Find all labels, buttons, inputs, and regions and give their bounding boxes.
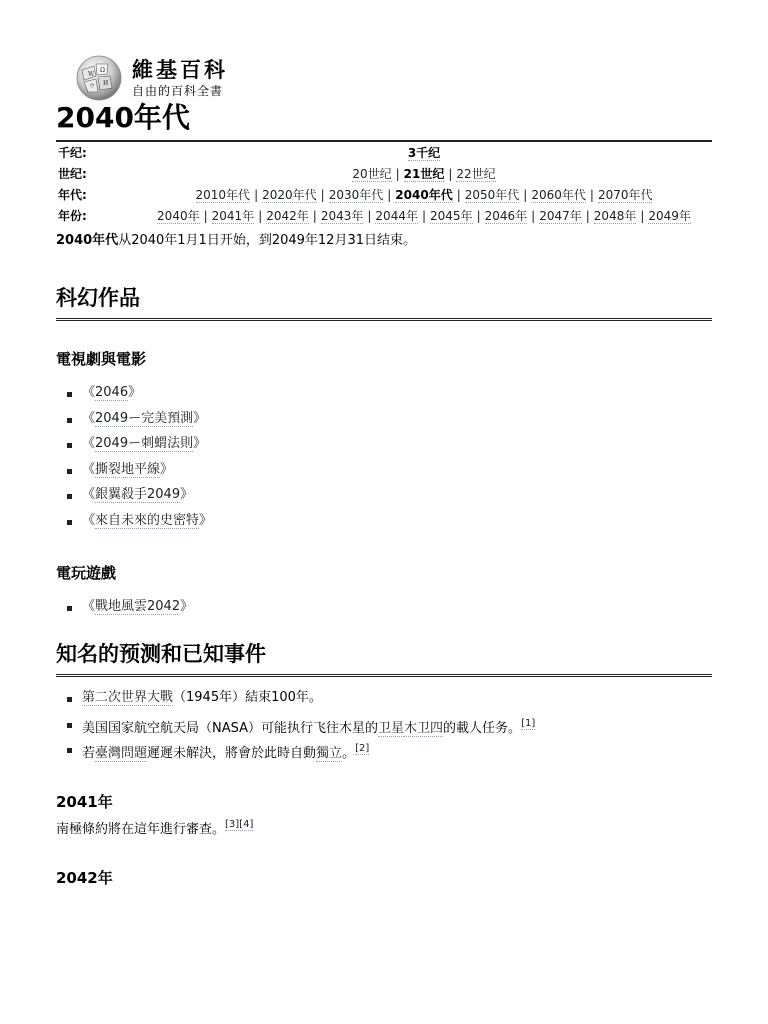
bracket-open: 《 [82, 461, 96, 477]
link-independence[interactable]: 獨立 [316, 746, 343, 761]
reference-link-3-4[interactable]: [3][4] [225, 819, 254, 830]
nav-separator: | [585, 209, 590, 223]
work-title-link[interactable]: 來自未來的史密特 [95, 512, 200, 528]
item-text: 美国国家航空航天局（NASA）可能执行飞往木星的 [82, 720, 379, 736]
list-item [66, 714, 706, 740]
wikipedia-logo[interactable] [74, 52, 334, 100]
tv-film-list [66, 383, 706, 536]
nav-separator: | [387, 188, 392, 202]
svg-text:И: И [103, 80, 109, 87]
subsection-heading-2042: 2042年 [56, 869, 113, 887]
nav-row-year [56, 205, 712, 226]
nav-link[interactable]: 20世纪 [352, 167, 392, 181]
svg-text:ウ: ウ [89, 83, 96, 90]
bracket-open: 《 [82, 512, 96, 528]
nav-link[interactable]: 3千纪 [407, 146, 441, 160]
nav-link[interactable]: 2048年 [593, 209, 637, 223]
work-title-link[interactable]: 銀翼殺手2049 [95, 487, 181, 502]
events-list [66, 688, 706, 765]
item-text: 若 [82, 746, 96, 761]
link-callisto[interactable]: 木卫四 [404, 720, 444, 736]
bracket-open: 《 [82, 410, 96, 426]
work-title-link[interactable]: 戰地風雲2042 [95, 599, 181, 614]
nav-link[interactable]: 2050年代 [464, 188, 520, 202]
nav-separator: | [531, 209, 536, 223]
reference-link-1[interactable]: [1] [521, 717, 536, 729]
nav-separator: | [203, 209, 208, 223]
list-item [66, 511, 706, 537]
nav-link[interactable]: 2042年 [266, 209, 309, 223]
list-item [66, 409, 706, 435]
nav-separator: | [456, 188, 461, 202]
bracket-open: 《 [82, 599, 96, 614]
nav-link[interactable]: 21世纪 [403, 167, 445, 181]
nav-separator: | [395, 167, 400, 181]
list-item [66, 485, 706, 511]
item-text: 的載人任务。 [443, 720, 522, 736]
nav-label: 千纪: [58, 146, 87, 160]
nav-label: 年代: [58, 188, 87, 202]
subsection-heading-games: 電玩遊戲 [56, 564, 117, 582]
bracket-close: 》 [180, 599, 194, 614]
nav-link[interactable]: 2020年代 [262, 188, 317, 202]
period-navigation-table [56, 142, 712, 226]
nav-link[interactable]: 2041年 [211, 209, 255, 223]
work-title-link[interactable]: 撕裂地平線 [95, 461, 161, 477]
bracket-close: 》 [180, 487, 194, 502]
list-item [66, 460, 706, 486]
intro-bold-term: 2040年代 [56, 233, 119, 248]
bracket-open: 《 [82, 385, 96, 400]
nav-link[interactable]: 22世纪 [456, 167, 496, 181]
link-satellite[interactable]: 卫星 [378, 720, 405, 736]
wikipedia-globe-icon [74, 52, 124, 102]
work-title-link[interactable]: 2046 [95, 385, 129, 400]
page-title: 2040年代 [56, 96, 712, 142]
reference-link-2[interactable]: [2] [355, 743, 370, 754]
bracket-close: 》 [128, 385, 142, 400]
nav-separator: | [320, 188, 325, 202]
nav-link[interactable]: 2060年代 [531, 188, 586, 202]
wikipedia-tagline: 自由的百科全書 [132, 84, 224, 98]
nav-link[interactable]: 2047年 [539, 209, 582, 223]
nav-separator: | [523, 188, 528, 202]
nav-row-century [56, 163, 712, 184]
svg-text:Ω: Ω [100, 67, 105, 74]
bracket-open: 《 [82, 487, 96, 502]
nav-row-millennium [56, 142, 712, 163]
nav-link[interactable]: 2046年 [484, 209, 528, 223]
nav-label: 世纪: [58, 167, 87, 181]
nav-label: 年份: [58, 209, 87, 223]
bracket-close: 》 [193, 436, 207, 451]
svg-text:W: W [88, 71, 95, 78]
subsection-heading-2041: 2041年 [56, 793, 113, 811]
nav-items [136, 144, 712, 161]
nav-link[interactable]: 2040年 [157, 209, 200, 223]
nav-separator: | [258, 209, 263, 223]
paragraph-2041 [56, 818, 253, 837]
intro-text: 从2040年1月1日开始，到2049年12月31日结束。 [118, 233, 416, 248]
nav-link[interactable]: 2040年代 [395, 188, 453, 202]
section-heading-scifi: 科幻作品 [56, 282, 712, 321]
list-item [66, 597, 706, 623]
item-text: 。 [342, 746, 356, 761]
bracket-close: 》 [193, 410, 207, 426]
nav-separator: | [640, 209, 645, 223]
nav-link[interactable]: 2070年代 [597, 188, 653, 202]
nav-separator: | [589, 188, 594, 202]
games-list [66, 597, 706, 623]
nav-link[interactable]: 2044年 [375, 209, 418, 223]
link-taiwan-issue[interactable]: 臺灣問題 [95, 746, 148, 761]
list-item [66, 739, 706, 765]
bracket-close: 》 [199, 512, 213, 528]
nav-row-decade [56, 184, 712, 205]
link-ww2[interactable]: 第二次世界大戰 [82, 690, 174, 705]
nav-link[interactable]: 2010年代 [195, 188, 251, 202]
list-item [66, 383, 706, 409]
nav-separator: | [421, 209, 427, 223]
work-title-link[interactable]: 2049ー刺蝟法則 [95, 436, 194, 451]
nav-link[interactable]: 2045年 [430, 209, 473, 223]
subsection-heading-tv-film: 電視劇與電影 [56, 350, 147, 368]
bracket-open: 《 [82, 436, 96, 451]
item-text: （1945年）結束100年。 [173, 690, 322, 705]
section-heading-events: 知名的预测和已知事件 [56, 638, 712, 677]
nav-link[interactable]: 2030年代 [328, 188, 384, 202]
list-item [66, 688, 706, 714]
intro-paragraph [56, 229, 416, 248]
item-text: 遲遲未解決，將會於此時自動 [147, 746, 317, 761]
nav-separator: | [448, 167, 453, 181]
nav-items [136, 186, 712, 203]
work-title-link[interactable]: 2049ー完美預測 [95, 410, 194, 426]
nav-separator: | [312, 209, 317, 223]
list-item [66, 434, 706, 460]
nav-separator: | [476, 209, 481, 223]
nav-items [136, 207, 712, 224]
nav-separator: | [254, 188, 259, 202]
wikipedia-wordmark: 維基百科 [132, 57, 228, 82]
nav-items [136, 165, 712, 182]
nav-separator: | [367, 209, 372, 223]
paragraph-text: 南極條約將在這年進行審查。 [56, 822, 226, 837]
bracket-close: 》 [160, 461, 174, 477]
nav-link[interactable]: 2049年 [648, 209, 691, 223]
nav-link[interactable]: 2043年 [320, 209, 364, 223]
